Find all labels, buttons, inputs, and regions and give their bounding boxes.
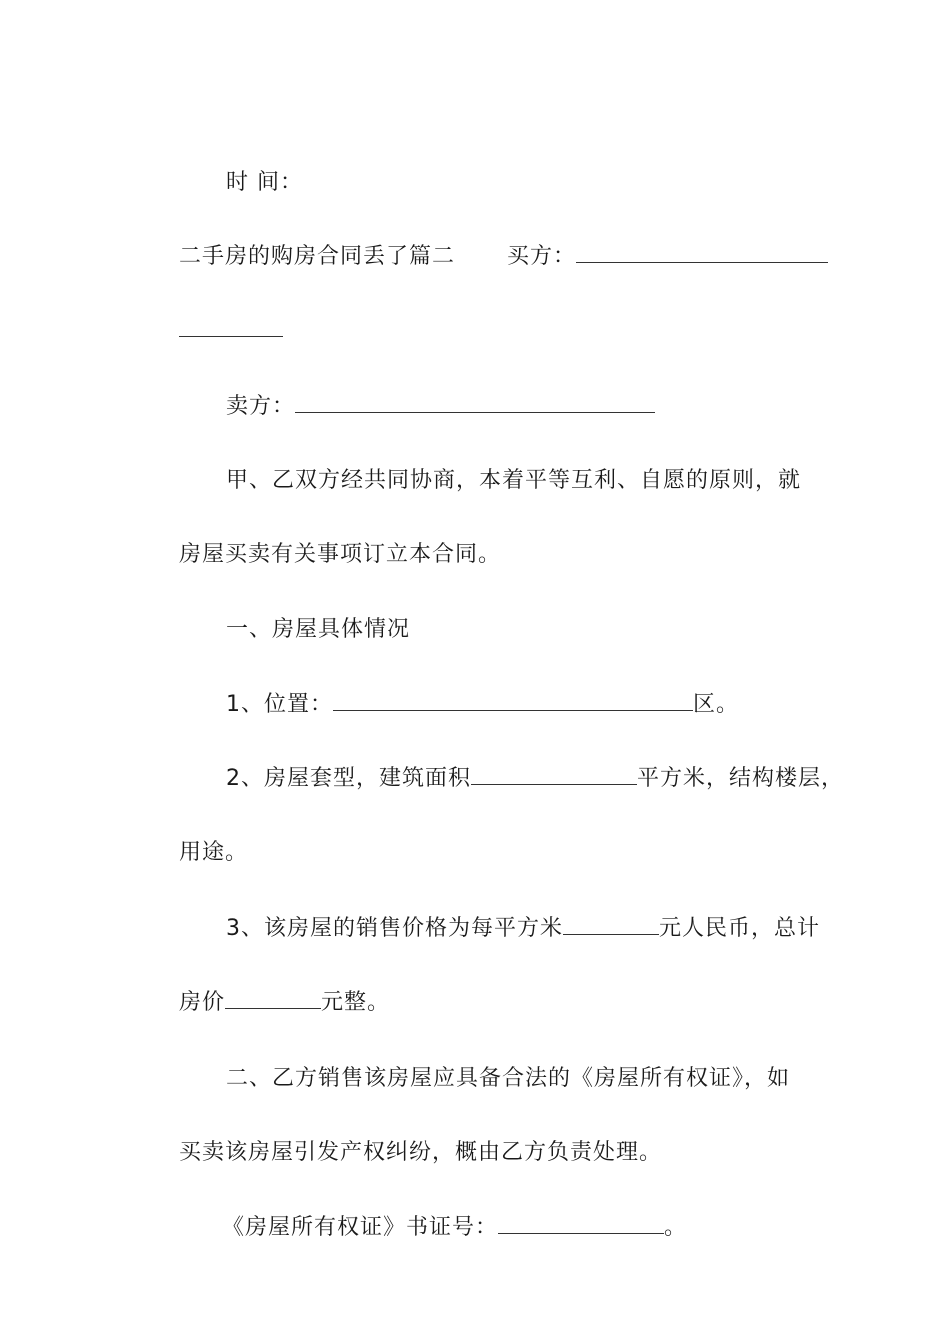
unit-price-blank	[563, 916, 659, 935]
buyer-label: 买方：	[507, 244, 577, 269]
area-blank	[471, 766, 637, 785]
time-label: 时 间：	[225, 170, 303, 195]
item-1-prefix: 1、位置：	[225, 692, 333, 717]
seller-label: 卖方：	[225, 394, 295, 419]
certificate-prefix: 《房屋所有权证》书证号：	[221, 1215, 498, 1240]
buyer-blank	[576, 244, 828, 263]
total-price-blank	[225, 990, 321, 1009]
item-2-prefix: 2、房屋套型，建筑面积	[225, 766, 471, 791]
section-1-title: 一、房屋具体情况	[225, 617, 410, 642]
item-2-suffix: 平方米，结构楼层，	[636, 766, 844, 791]
certificate-number-blank	[498, 1215, 664, 1234]
document-heading: 二手房的购房合同丢了篇二	[178, 244, 455, 269]
intro-text-1: 甲、乙双方经共同协商，本着平等互利、自愿的原则，就	[225, 468, 801, 493]
section-2-text-2: 买卖该房屋引发产权纠纷，概由乙方负责处理。	[178, 1140, 662, 1165]
item-3-continued-prefix: 房价	[178, 990, 225, 1015]
item-2-continued: 用途。	[178, 840, 248, 865]
item-2-line	[194, 734, 844, 824]
buyer-blank-continued	[179, 318, 283, 337]
certificate-suffix: 。	[664, 1215, 688, 1240]
item-1-suffix: 区。	[692, 692, 739, 717]
section-2-text-1: 二、乙方销售该房屋应具备合法的《房屋所有权证》，如	[225, 1066, 790, 1091]
location-blank	[333, 692, 693, 711]
item-3-suffix: 元人民币，总计	[658, 916, 820, 941]
item-3-prefix: 3、该房屋的销售价格为每平方米	[225, 916, 563, 941]
item-3-continued-suffix: 元整。	[321, 990, 391, 1015]
seller-blank	[295, 394, 655, 413]
certificate-number-line	[190, 1183, 687, 1273]
intro-text-2: 房屋买卖有关事项订立本合同。	[178, 542, 501, 567]
